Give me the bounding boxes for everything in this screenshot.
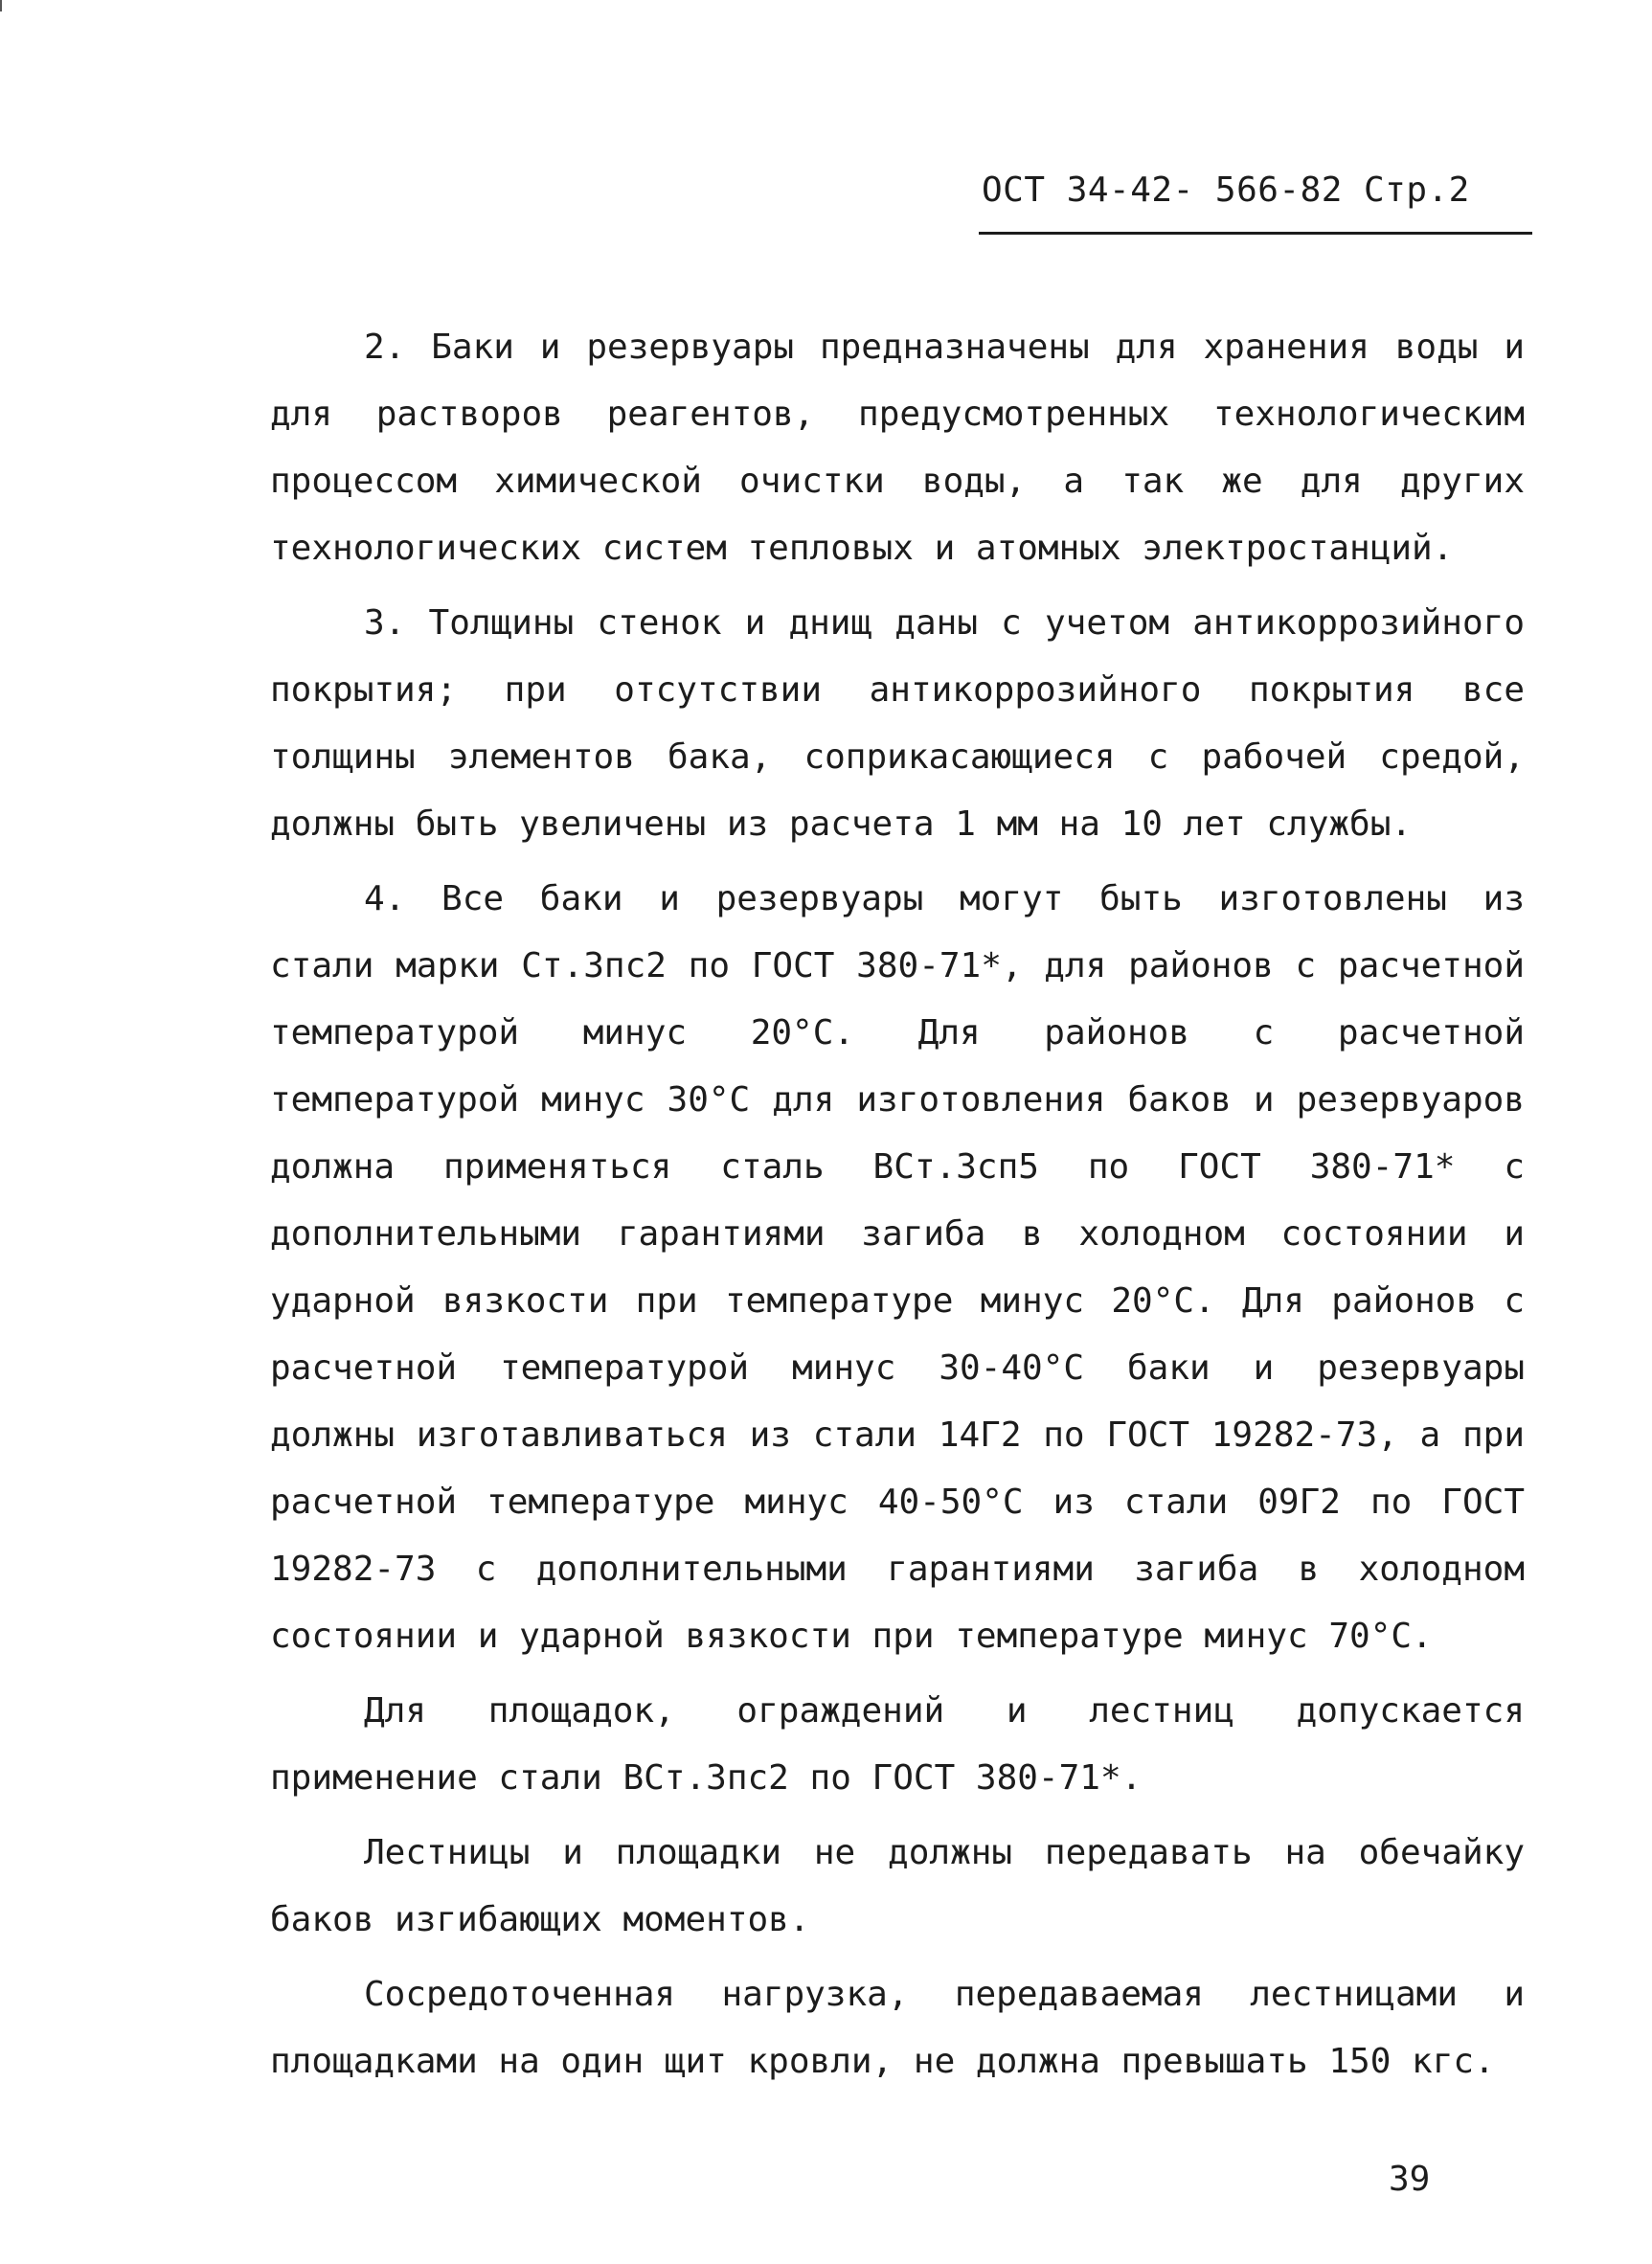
document-code: ОСТ 34-42- 566-82	[982, 170, 1343, 210]
paragraph-roof-load: Сосредоточенная нагрузка, передаваемая лестницами и площадками на один щит кровли, не должна превышать 150 кгс.	[270, 1975, 1525, 2081]
header-underline	[979, 232, 1532, 235]
paragraph-platforms-steel: Для площадок, ограждений и лестниц допускается применение стали ВСт.3пс2 по ГОСТ 380-71*.	[270, 1691, 1525, 1798]
page-label: Стр.2	[1363, 170, 1470, 210]
paragraph-item-4: 4. Все баки и резервуары могут быть изготовлены из стали марки Ст.3пс2 по ГОСТ 380-71*, для районов с расчетной температурой минус 20°С. Для районов с расчетной температурой минус 30°С для изготовления баков и резервуаров должна применяться сталь ВСт.3сп5 по ГОСТ 380-71* с дополнительными гарантиями загиба в холодном состоянии и ударной вязкости при температуре минус 20°С. Для районов с расчетной температурой минус 30-40°С баки и резервуары должны изготавливаться из стали 14Г2 по ГОСТ 19282-73, а при расчетной температуре минус 40-50°С из стали 09Г2 по ГОСТ 19282-73 с дополнительными гарантиями загиба в холодном состоянии и ударной вязкости при температуре минус 70°С.	[270, 879, 1525, 1656]
paragraph-item-3: 3. Толщины стенок и днищ даны с учетом антикоррозийного покрытия; при отсутствии антикоррозийного покрытия все толщины элементов бака, соприкасающиеся с рабочей средой, должны быть увеличены из расчета 1 мм на 10 лет службы.	[270, 603, 1525, 844]
scan-corner-mark	[0, 0, 2, 11]
page-header	[982, 170, 1470, 210]
page-number: 39	[1389, 2160, 1431, 2199]
paragraph-stairs-moments: Лестницы и площадки не должны передавать на обечайку баков изгибающих моментов.	[270, 1833, 1525, 1939]
body-text	[270, 314, 1525, 2095]
paragraph-item-2: 2. Баки и резервуары предназначены для хранения воды и для растворов реагентов, предусмотренных технологическим процессом химической очистки воды, а так же для других технологических систем тепловых и атомных электростанций.	[270, 328, 1525, 568]
